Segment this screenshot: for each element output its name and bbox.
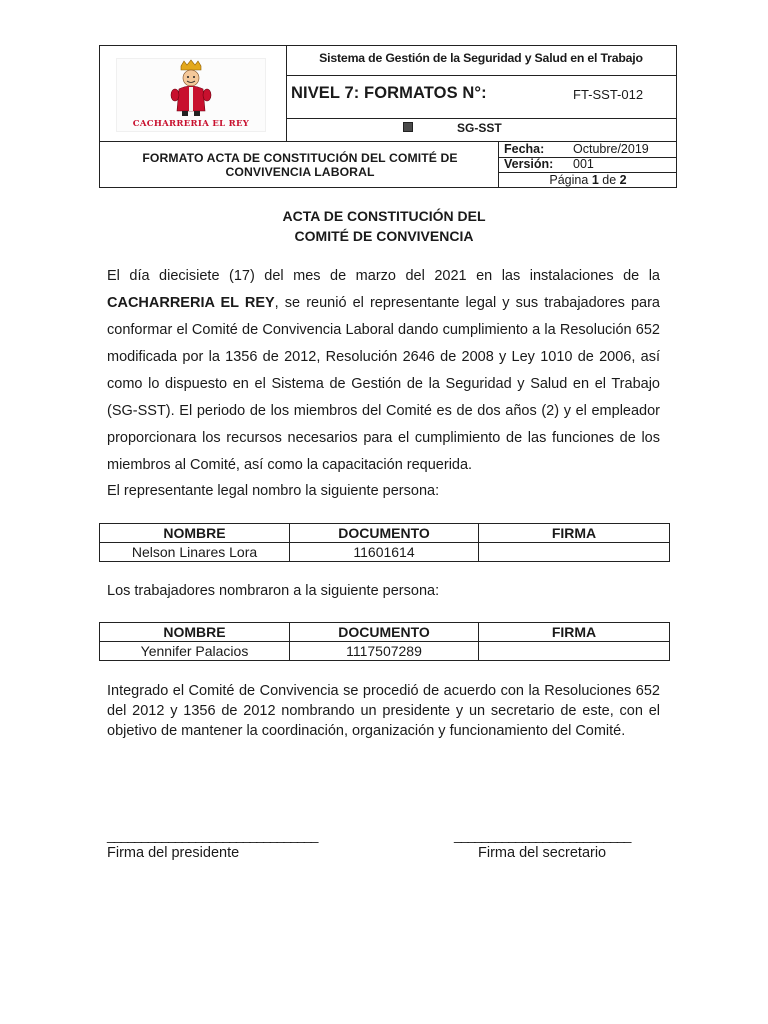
version-value: 001 — [573, 157, 594, 171]
table-header-row — [100, 623, 670, 642]
committee-paragraph: Integrado el Comité de Convivencia se procedió de acuerdo con la Resoluciones 652 del 2012 y 1356 de 2012 nombrando un presidente y un secretario de este, con el objetivo de mantener la coordinación, organización y funcionamiento del Comité. — [107, 683, 660, 739]
workers-intro: Los trabajadores nombraron a la siguiente persona: — [107, 583, 440, 599]
logo-text: CACHARRERIA EL REY — [132, 119, 250, 129]
cell-signature — [479, 642, 670, 661]
header-divider — [286, 75, 677, 76]
table-row — [100, 642, 670, 661]
header-firma: FIRMA — [479, 623, 670, 642]
fecha-value: Octubre/2019 — [573, 142, 649, 156]
table-header-row — [100, 524, 670, 543]
page-number: 1 — [591, 173, 599, 187]
sgsst-label: SG-SST — [457, 121, 502, 135]
header-firma: FIRMA — [479, 524, 670, 543]
intro-text-rest: , se reunió el representante legal y sus trabajadores para conformar el Comité de Convivencia Laboral dando cumplimiento a la Resolución 652 modificada por la 1356 de 2012, Resolución 2646 de 2008 y Ley 1010 de 2006, así como lo dispuesto en el Sistema de Gestión de la Seguridad y Salud en el Trabajo (SG-SST). El periodo de los miembros del Comité es de dos años (2) y el empleador proporcionara los recursos necesarios para el cumplimiento de las funciones de los miembros al Comité, así como la capacitación requerida. — [107, 295, 660, 473]
system-title: Sistema de Gestión de la Seguridad y Salud en el Trabajo — [319, 51, 643, 65]
intro-text-start: El día diecisiete (17) del mes de marzo del 2021 en las instalaciones de la — [107, 268, 660, 284]
secretary-signature-label: Firma del secretario — [478, 845, 607, 861]
legal-rep-table — [99, 523, 670, 562]
president-signature-line: _______________________________ — [107, 827, 318, 843]
header-nombre: NOMBRE — [100, 524, 290, 543]
secretary-signature-line: __________________________ — [454, 827, 631, 843]
form-title: FORMATO ACTA DE CONSTITUCIÓN DEL COMITÉ DE CONVIVENCIA LABORAL — [142, 151, 458, 179]
cell-name: Yennifer Palacios — [100, 642, 290, 661]
header-divider — [286, 118, 677, 119]
table-row — [100, 543, 670, 562]
header-documento: DOCUMENTO — [290, 623, 479, 642]
president-signature-label: Firma del presidente — [107, 845, 240, 861]
nivel-label: NIVEL 7: FORMATOS N°: — [291, 84, 487, 102]
page-of: de — [602, 173, 617, 187]
cell-name: Nelson Linares Lora — [100, 543, 290, 562]
legal-rep-intro: El representante legal nombro la siguiente persona: — [107, 483, 440, 499]
king-mascot-icon — [117, 59, 265, 119]
cell-document: 1117507289 — [290, 642, 479, 661]
page-indicator — [500, 173, 676, 187]
page-total: 2 — [619, 173, 627, 187]
version-label: Versión: — [504, 157, 554, 171]
header-divider — [498, 141, 499, 188]
cell-document: 11601614 — [290, 543, 479, 562]
fecha-label: Fecha: — [504, 142, 545, 156]
company-name: CACHARRERIA EL REY — [107, 295, 275, 311]
cell-signature — [479, 543, 670, 562]
checkbox-square-icon — [403, 122, 413, 132]
document-title-line2: COMITÉ DE CONVIVENCIA — [294, 228, 474, 244]
page-word: Página — [549, 173, 589, 187]
document-title-line1: ACTA DE CONSTITUCIÓN DEL — [282, 208, 486, 224]
workers-table — [99, 622, 670, 661]
header-nombre: NOMBRE — [100, 623, 290, 642]
header-documento: DOCUMENTO — [290, 524, 479, 543]
intro-paragraph — [107, 263, 660, 479]
company-logo — [116, 58, 266, 132]
format-code: FT-SST-012 — [573, 87, 644, 102]
